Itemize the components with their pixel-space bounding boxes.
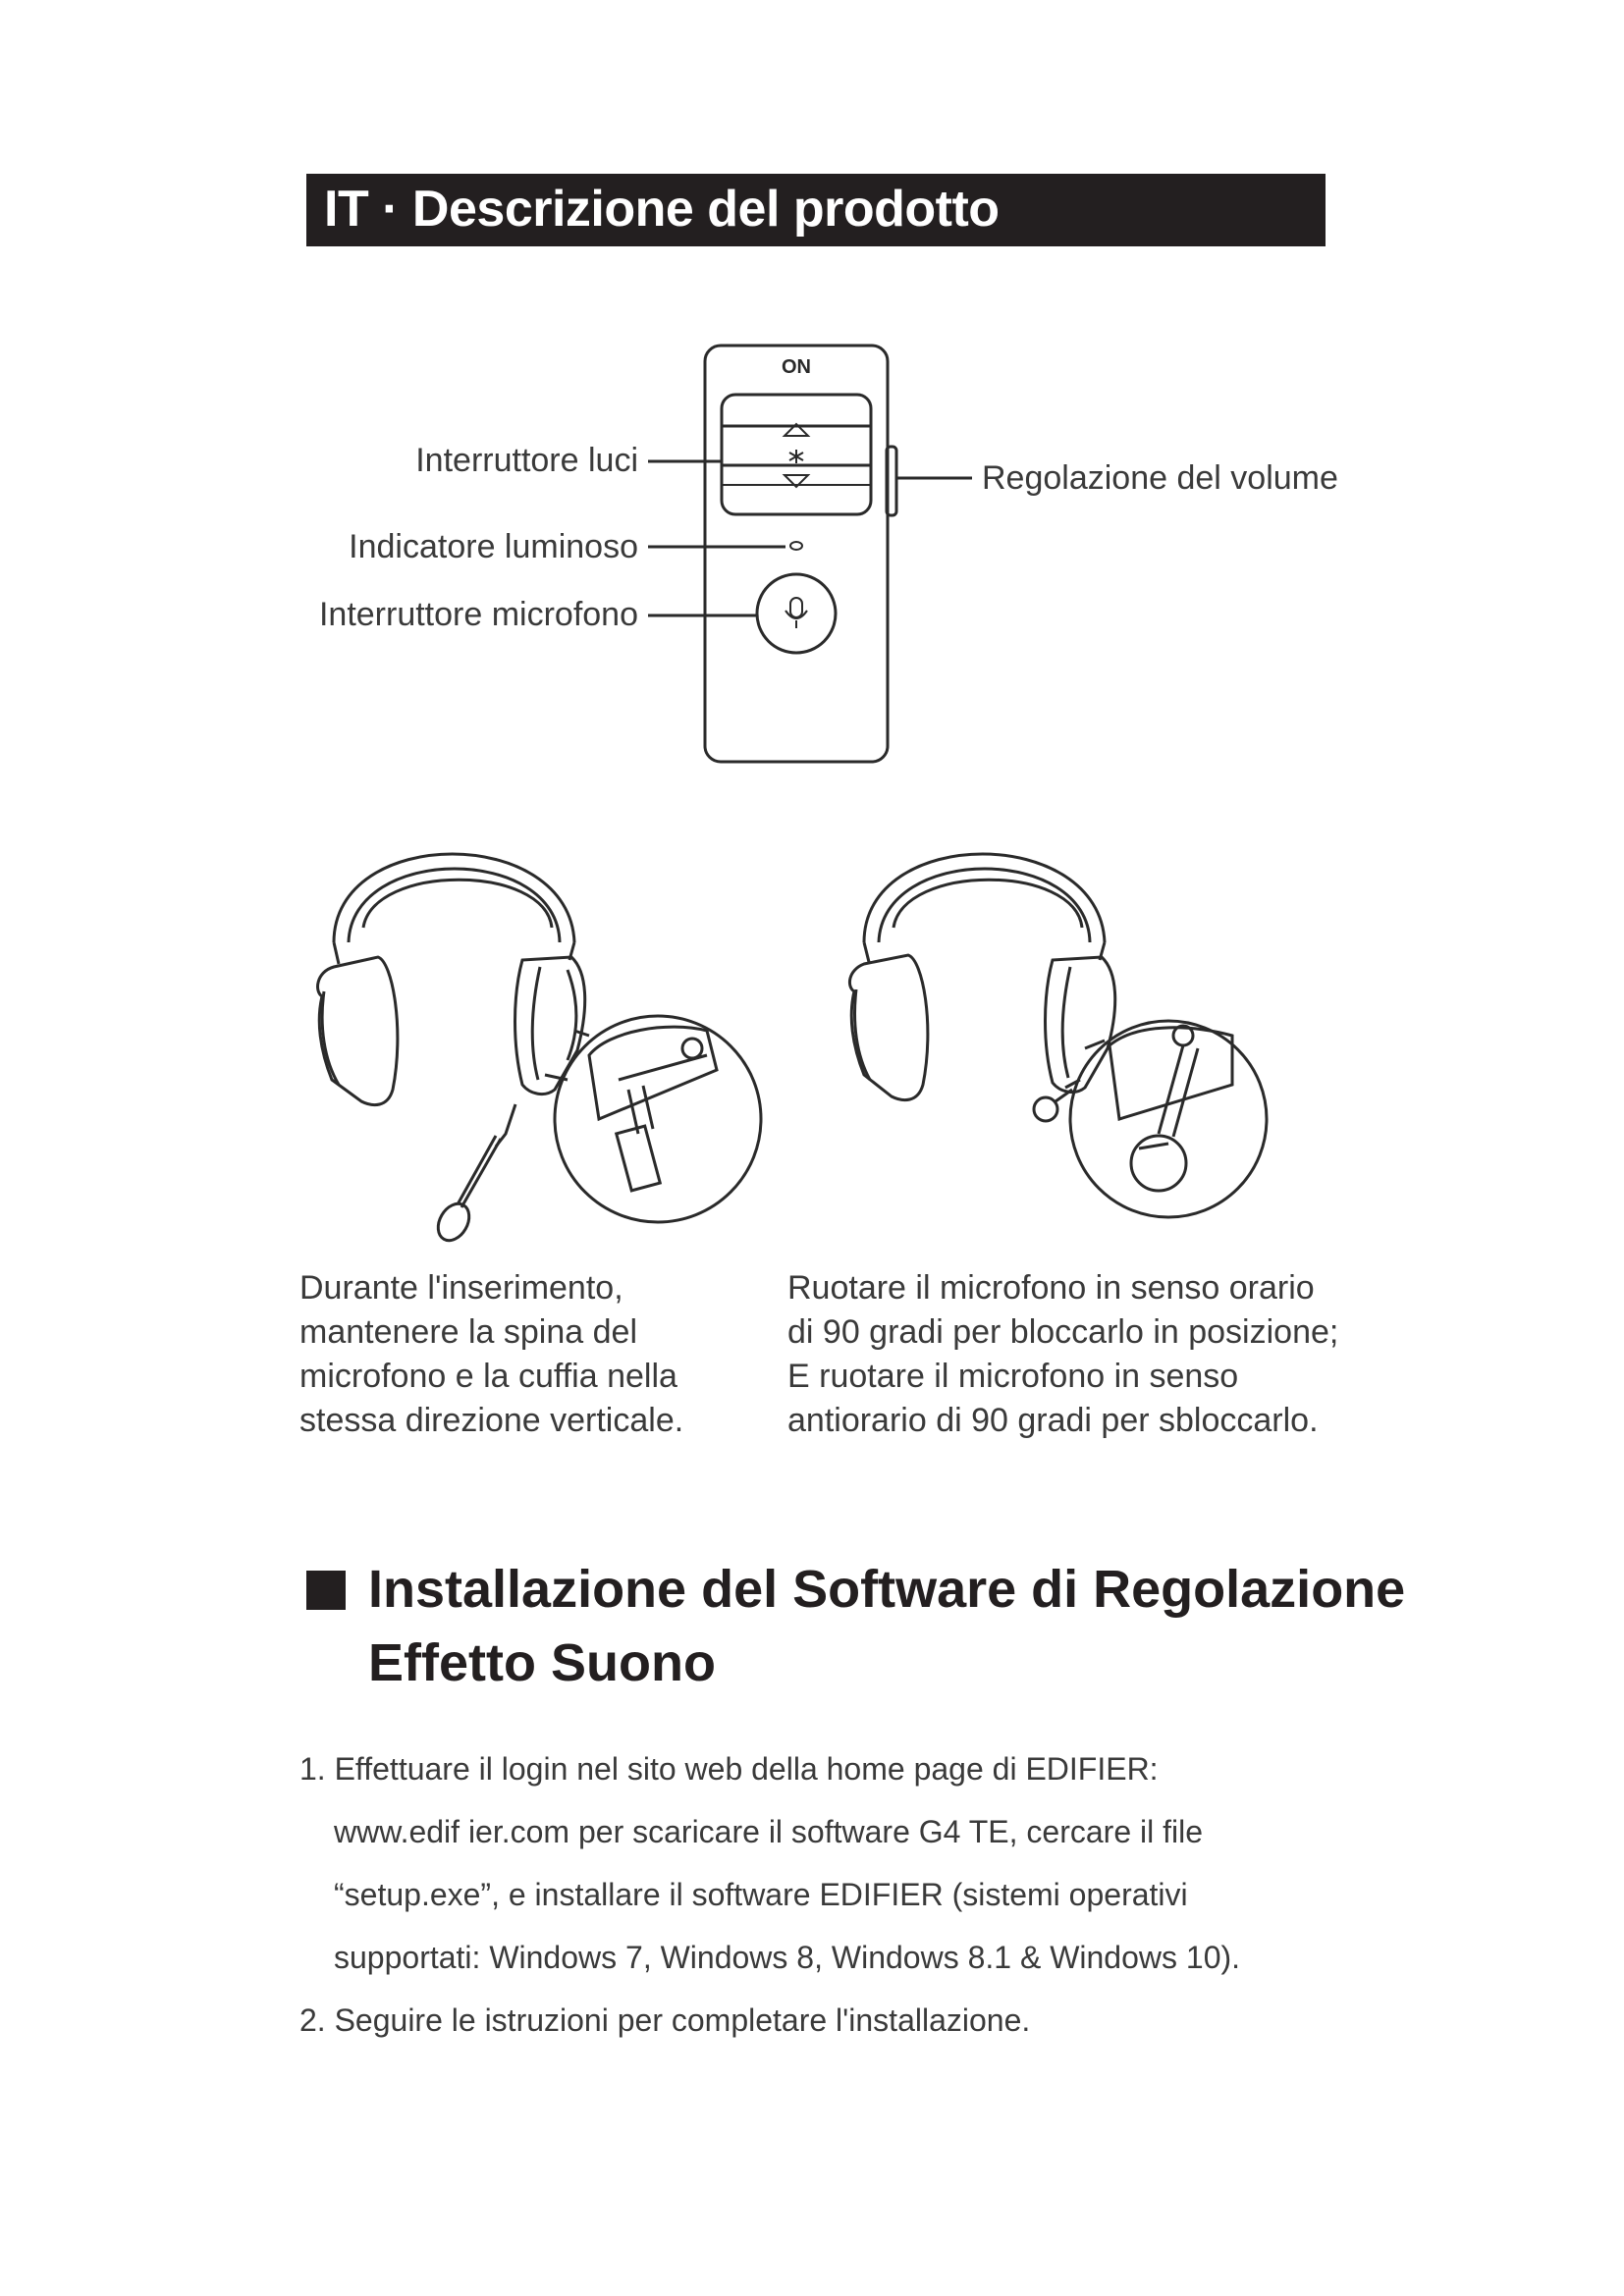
- light-icon: [789, 450, 803, 463]
- caption-right-line: di 90 gradi per bloccarlo in posizione;: [787, 1313, 1339, 1351]
- caption-right: [787, 1266, 1338, 1443]
- microphone-icon: [785, 598, 807, 628]
- headset-rotate-illustration: [844, 795, 1326, 1256]
- on-label: ON: [782, 356, 811, 378]
- caption-left: [299, 1266, 683, 1443]
- installation-steps: [299, 1737, 1240, 2052]
- section-title: [368, 1553, 1405, 1700]
- step-1-line: “setup.exe”, e installare il software EDIFIER (sistemi operativi: [334, 1877, 1188, 1912]
- mic-button: [757, 574, 836, 653]
- caption-left-line: mantenere la spina del: [299, 1313, 638, 1351]
- step-1-line: 1. Effettuare il login nel sito web della home page di EDIFIER:: [299, 1751, 1159, 1787]
- caption-right-line: Ruotare il microfono in senso orario: [787, 1269, 1315, 1307]
- section-title-line2: Effetto Suono: [368, 1633, 716, 1692]
- label-mic-switch: Interruttore microfono: [318, 596, 638, 633]
- indicator-light: [790, 542, 802, 550]
- page-title-bar: [306, 174, 1326, 246]
- step-1-line: www.edif ier.com per scaricare il software G4 TE, cercare il file: [334, 1814, 1204, 1849]
- caption-left-line: microfono e la cuffia nella: [299, 1358, 677, 1395]
- caption-right-line: E ruotare il microfono in senso: [787, 1358, 1239, 1395]
- label-volume: Regolazione del volume: [982, 459, 1338, 497]
- step-1-line: supportati: Windows 7, Windows 8, Windows 8.1 & Windows 10).: [334, 1940, 1241, 1975]
- headset-insert-illustration: [295, 795, 785, 1256]
- step-2: 2. Seguire le istruzioni per completare l'installazione.: [299, 2002, 1031, 2038]
- label-light-switch: Interruttore luci: [415, 442, 638, 479]
- caption-right-line: antiorario di 90 gradi per sbloccarlo.: [787, 1402, 1319, 1439]
- label-indicator: Indicatore luminoso: [349, 528, 638, 565]
- page-title: IT · Descrizione del prodotto: [324, 181, 1000, 238]
- bullet-square-icon: [306, 1571, 346, 1610]
- caption-left-line: Durante l'inserimento,: [299, 1269, 623, 1307]
- section-title-line1: Installazione del Software di Regolazione: [368, 1560, 1406, 1619]
- caption-left-line: stessa direzione verticale.: [299, 1402, 684, 1439]
